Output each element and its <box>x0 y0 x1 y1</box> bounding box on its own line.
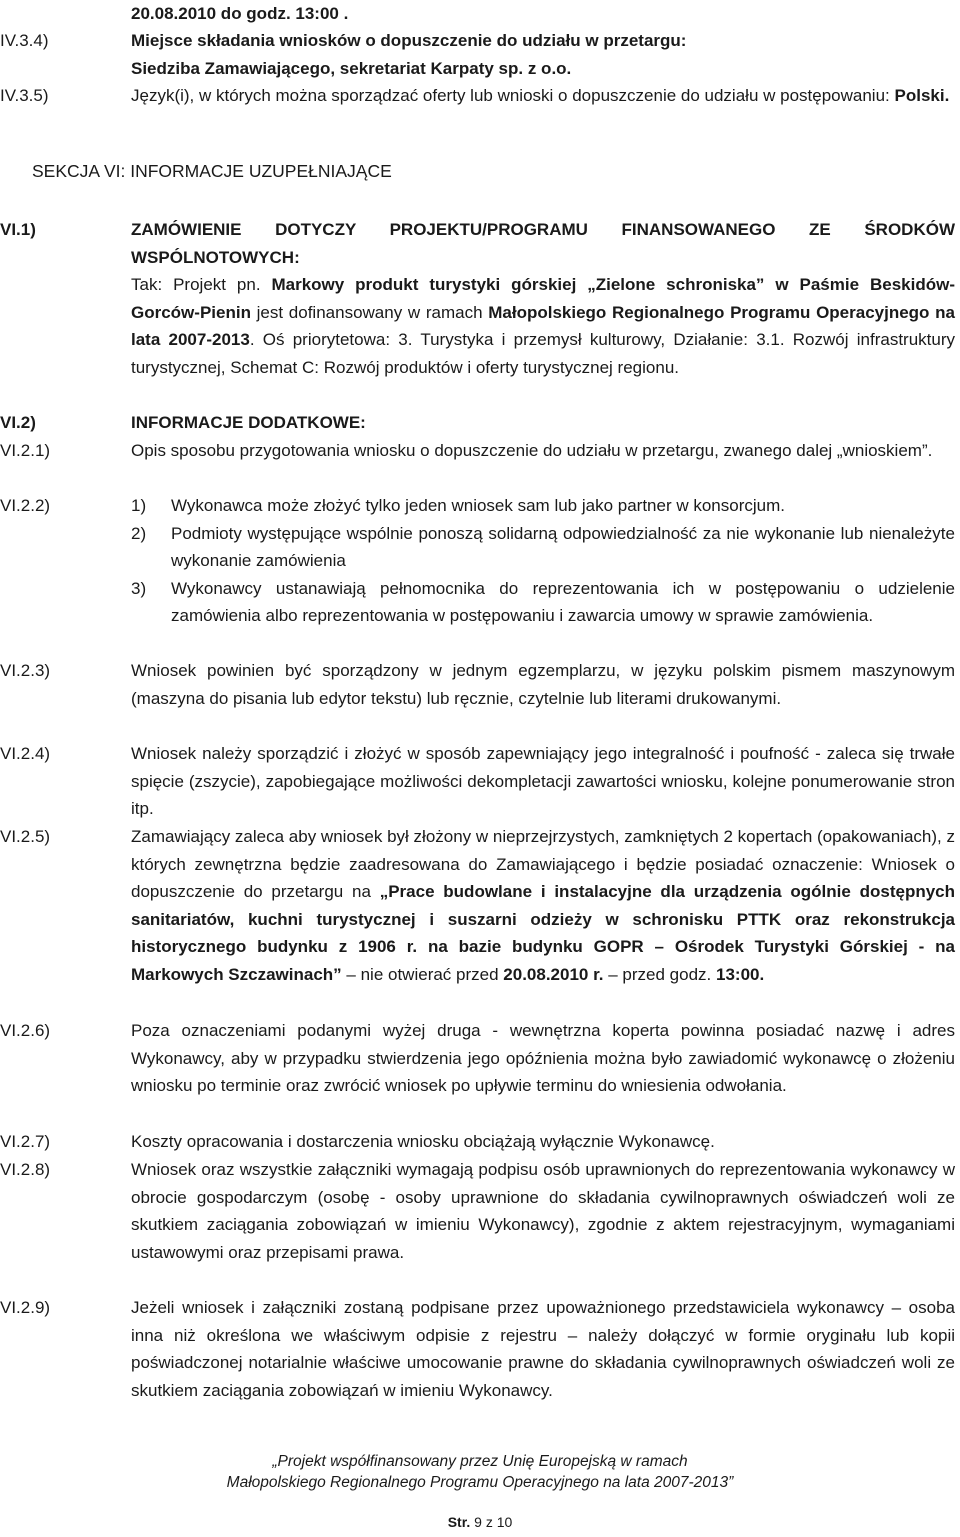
list-item <box>131 575 955 630</box>
text-part: . Oś priorytetowa: 3. Turystyka i przemysł kulturowy, Działanie: 3.1. Rozwój infrastruktury turystycznej, Schemat C: Rozwój produktów i oferty turystycznej regionu. <box>131 330 955 377</box>
open-date: 20.08.2010 r. <box>503 964 604 984</box>
program-name: Małopolskiego Regionalnego Programu Operacyjnego na lata 2007-2013 <box>131 302 955 349</box>
text-part: – nie otwierać przed <box>346 964 499 984</box>
footer-line-1: „Projekt współfinansowany przez Unię Europejską w ramach <box>272 1453 688 1470</box>
section-text: Wniosek powinien być sporządzony w jednym egzemplarzu, w języku polskim pismem maszynowym (maszyna do pisania lub edytor tekstu) lub ręcznie, czytelnie lub literami drukowanymi. <box>131 661 955 708</box>
list-number: 1) <box>131 496 147 515</box>
section-text <box>131 27 955 82</box>
place-label: Miejsce składania wniosków o dopuszczenie do udziału w przetargu: <box>131 31 687 50</box>
section-number: VI.2.5) <box>0 827 51 846</box>
section-text <box>131 216 955 381</box>
section-text: Poza oznaczeniami podanymi wyżej druga - wewnętrzna koperta powinna posiadać nazwę i adres Wykonawcy, aby w przypadku stwierdzenia jego opóźnienia można było zawiadomić wykonawcę o złożeniu wniosku po terminie oraz zwrócić wniosek po upływie terminu do wniesienia odwołania. <box>131 1021 955 1095</box>
section-number: VI.1) <box>0 220 36 239</box>
text-part: – przed godz. <box>608 964 712 984</box>
deadline-date: 20.08.2010 do godz. 13:00 . <box>131 4 349 23</box>
text-part: Zamawiający zaleca aby wniosek był złożony w nieprzejrzystych, zamkniętych 2 kopertach (opakowaniach), z których zewnętrzna będzie zaadresowana do Zamawiającego i będzie posiadać oznaczenie: Wniosek o dopuszczenie do przetargu na <box>131 827 955 901</box>
text-part: Tak: Projekt pn. <box>131 275 261 294</box>
section-heading: ZAMÓWIENIE DOTYCZY PROJEKTU/PROGRAMU FINANSOWANEGO ZE ŚRODKÓW WSPÓLNOTOWYCH: <box>131 220 955 267</box>
section-number: VI.2.4) <box>0 744 51 763</box>
section-number: IV.3.5) <box>0 86 49 105</box>
section-number: VI.2) <box>0 413 36 432</box>
text-part: jest dofinansowany w ramach <box>256 302 483 322</box>
place-value: Siedziba Zamawiającego, sekretariat Karpaty sp. z o.o. <box>131 58 572 78</box>
section-number: VI.2.9) <box>0 1298 51 1317</box>
list-text: Wykonawcy ustanawiają pełnomocnika do reprezentowania ich w postępowaniu o udzielenie zamówienia albo reprezentowania w postępowaniu i zawarcia umowy w sprawie zamówienia. <box>171 578 955 625</box>
section-number: VI.2.3) <box>0 661 51 680</box>
list-number: 3) <box>131 578 147 598</box>
page-separator: z <box>485 1514 493 1530</box>
section-title: SEKCJA VI: INFORMACJE UZUPEŁNIAJĄCE <box>32 161 392 181</box>
list-item <box>131 492 955 520</box>
language-label: Język(i), w których można sporządzać oferty lub wnioski o dopuszczenie do udziału w postępowaniu: <box>131 86 890 105</box>
section-text: Koszty opracowania i dostarczenia wniosku obciążają wyłącznie Wykonawcę. <box>131 1132 715 1151</box>
section-number: VI.2.8) <box>0 1160 51 1179</box>
section-number: VI.2.6) <box>0 1021 51 1040</box>
page-number <box>0 1509 960 1537</box>
page-label: Str. <box>447 1514 471 1530</box>
section-list <box>131 492 955 630</box>
section-text: Opis sposobu przygotowania wniosku o dopuszczenie do udziału w przetargu, zwanego dalej „wnioskiem”. <box>131 441 933 460</box>
project-name: Markowy produkt turystyki górskiej „Zielone schroniska” w Paśmie Beskidów-Gorców-Pienin <box>131 275 955 322</box>
tender-title: „Prace budowlane i instalacyjne dla urządzenia ogólnie dostępnych sanitariatów, kuchni turystycznej i suszarni odzieży w schronisku PTTK oraz rekonstrukcja historycznego budynku z 1906 r. na bazie budynku GOPR – Ośrodek Turystyki Górskiej - na Markowych Szczawinach” <box>131 882 956 984</box>
open-time: 13:00. <box>716 964 765 984</box>
section-number: VI.2.2) <box>0 496 51 515</box>
section-text: Wniosek należy sporządzić i złożyć w sposób zapewniający jego integralność i poufność - zaleca się trwałe spięcie (zszycie), zapobiegające możliwości dekompletacji zawartości wniosku, kolejne ponumerowanie stron itp. <box>131 744 955 818</box>
page-total: 10 <box>496 1514 513 1530</box>
list-text: Podmioty występujące wspólnie ponoszą solidarną odpowiedzialność za nie wykonanie lub nienależyte wykonanie zamówienia <box>171 523 955 570</box>
list-number: 2) <box>131 523 147 543</box>
section-heading: INFORMACJE DODATKOWE: <box>131 413 366 432</box>
section-text: Wniosek oraz wszystkie załączniki wymagają podpisu osób uprawnionych do reprezentowania wykonawcy w obrocie gospodarczym (osobę - osoby uprawnione do składania cywilnoprawnych oświadczeń woli ze skutkiem zaciągania zobowiązań w imieniu Wykonawcy), zgodnie z aktem rejestracyjnym, wymaganiami ustawowymi oraz przepisami prawa. <box>131 1160 955 1262</box>
section-text <box>131 82 955 110</box>
section-number: VI.2.7) <box>0 1132 51 1151</box>
section-number: IV.3.4) <box>0 31 49 50</box>
section-number: VI.2.1) <box>0 441 51 460</box>
footer-line-2: Małopolskiego Regionalnego Programu Operacyjnego na lata 2007-2013” <box>226 1474 734 1491</box>
list-text: Wykonawca może złożyć tylko jeden wniosek sam lub jako partner w konsorcjum. <box>171 496 785 515</box>
section-text: Jeżeli wniosek i załączniki zostaną podpisane przez upoważnionego przedstawiciela wykonawcy – osoba inna niż określona we właściwym odpisie z rejestru – należy dołączyć w formie oryginału lub kopii poświadczonej notarialnie właściwe umocowanie prawne do składania cywilnoprawnych oświadczeń woli ze skutkiem zaciągania zobowiązań w imieniu Wykonawcy. <box>131 1298 955 1400</box>
page-current: 9 <box>474 1514 482 1530</box>
list-item <box>131 520 955 575</box>
language-value: Polski. <box>894 86 950 105</box>
section-text <box>131 823 955 988</box>
